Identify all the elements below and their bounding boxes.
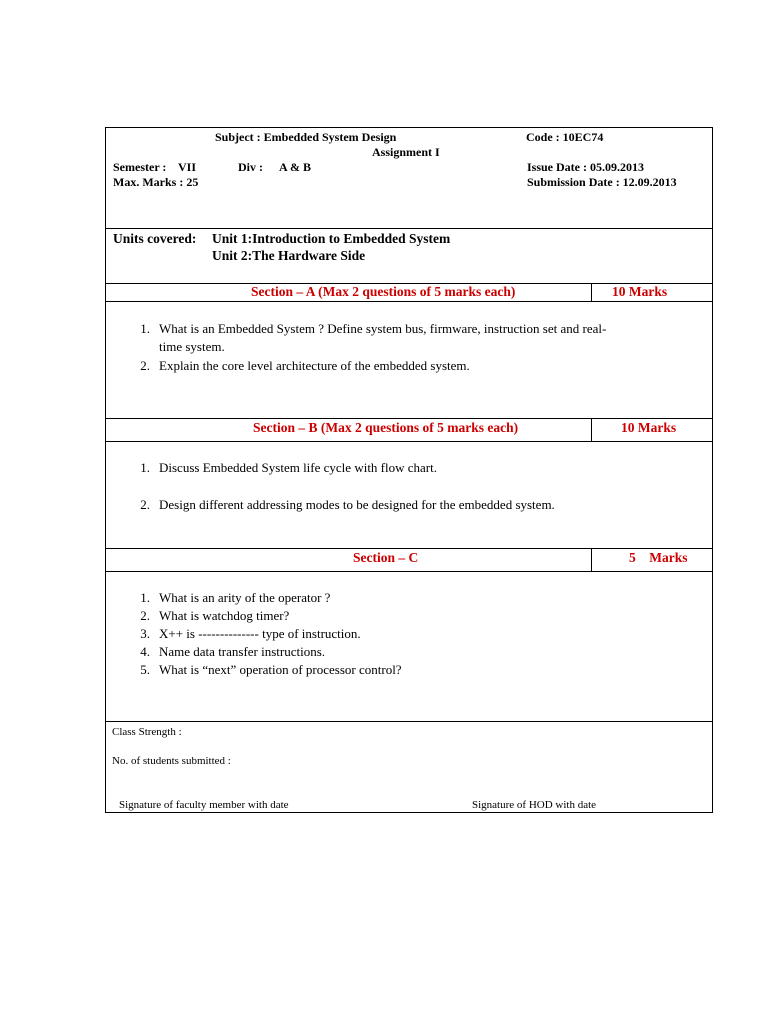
section-a-questions [106,302,712,419]
question-text: Discuss Embedded System life cycle with flow chart. [159,460,437,475]
semester-value: VII [178,160,197,174]
question-text: What is watchdog timer? [159,608,290,623]
section-c-marks: 5 Marks [629,550,688,565]
section-c-questions [106,572,712,722]
max-marks: Max. Marks : 25 [113,175,199,189]
section-b-header [106,419,712,442]
question-number: 5. [140,662,150,677]
question-number: 1. [140,460,150,475]
hod-signature-label: Signature of HOD with date [472,799,597,811]
question-text: Design different addressing modes to be designed for the embedded system. [159,497,555,512]
question-number: 1. [140,321,150,336]
students-submitted-label: No. of students submitted : [112,755,231,767]
class-strength-label: Class Strength : [112,726,182,738]
section-c-divider [591,549,592,571]
unit-2: Unit 2:The Hardware Side [212,248,366,263]
section-a-divider [591,284,592,301]
question-number: 3. [140,626,150,641]
semester-label: Semester : [113,160,167,174]
header-block [106,128,712,229]
section-c-title: Section – C [353,550,419,565]
section-a-header [106,284,712,302]
question-number: 2. [140,497,150,512]
question-number: 2. [140,608,150,623]
code-text: Code : 10EC74 [526,130,604,144]
assignment-title: Assignment I [372,145,440,159]
question-text: Name data transfer instructions. [159,644,326,659]
question-text: What is an arity of the operator ? [159,590,331,605]
section-b-marks: 10 Marks [621,420,677,435]
question-number: 1. [140,590,150,605]
div-label: Div : [238,160,263,174]
question-text: Explain the core level architecture of the embedded system. [159,358,470,373]
subject-text: Subject : Embedded System Design [215,130,397,144]
div-value: A & B [279,160,312,174]
question-number: 2. [140,358,150,373]
assignment-sheet [105,127,713,813]
units-covered-block [106,229,712,284]
section-b-title: Section – B (Max 2 questions of 5 marks each) [253,420,519,435]
submission-date: Submission Date : 12.09.2013 [527,175,677,189]
section-b-questions [106,442,712,549]
question-text: X++ is -------------- type of instruction. [159,626,361,641]
question-text-continued: time system. [159,339,225,354]
section-a-title: Section – A (Max 2 questions of 5 marks each) [251,284,516,299]
question-number: 4. [140,644,150,659]
units-label: Units covered: [113,231,197,246]
section-c-header [106,549,712,572]
question-text: What is an Embedded System ? Define system bus, firmware, instruction set and real- [159,321,607,336]
section-a-marks: 10 Marks [612,284,668,299]
question-text: What is “next” operation of processor control? [159,662,402,677]
issue-date: Issue Date : 05.09.2013 [527,160,644,174]
faculty-signature-label: Signature of faculty member with date [119,799,289,811]
unit-1: Unit 1:Introduction to Embedded System [212,231,451,246]
section-b-divider [591,419,592,441]
